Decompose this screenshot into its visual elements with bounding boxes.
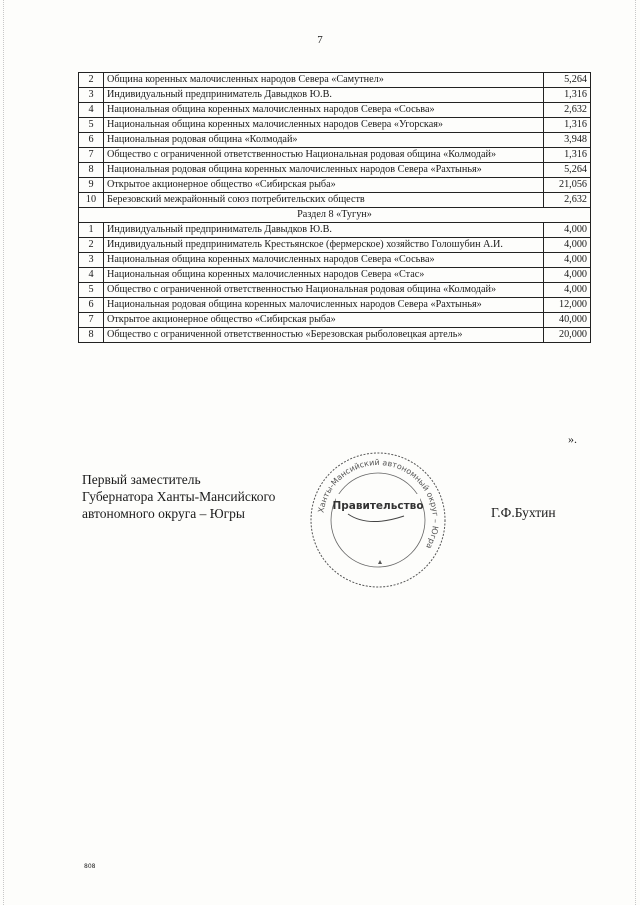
table-row: [79, 283, 591, 298]
row-organization: Общество с ограниченной ответственностью Национальная родовая община «Колмодай»: [104, 148, 544, 163]
section-title: Раздел 8 «Тугун»: [79, 208, 591, 223]
row-organization: Община коренных малочисленных народов Севера «Самутнел»: [104, 73, 544, 88]
row-number: 5: [79, 283, 104, 298]
row-value: 20,000: [544, 328, 591, 343]
row-organization: Национальная родовая община коренных малочисленных народов Севера «Рахтынья»: [104, 298, 544, 313]
row-organization: Открытое акционерное общество «Сибирская рыба»: [104, 178, 544, 193]
table-row: [79, 148, 591, 163]
row-value: 4,000: [544, 268, 591, 283]
row-value: 1,316: [544, 148, 591, 163]
table-row: [79, 223, 591, 238]
row-number: 3: [79, 253, 104, 268]
row-organization: Березовский межрайонный союз потребительских обществ: [104, 193, 544, 208]
table-row: [79, 313, 591, 328]
row-organization: Национальная община коренных малочисленных народов Севера «Сосьва»: [104, 103, 544, 118]
row-value: 2,632: [544, 193, 591, 208]
signatory-title-line: автономного округа – Югры: [82, 506, 245, 521]
allocation-table: [78, 72, 591, 343]
row-number: 8: [79, 163, 104, 178]
row-number: 10: [79, 193, 104, 208]
row-organization: Национальная община коренных малочисленных народов Севера «Сосьва»: [104, 253, 544, 268]
page-number: 7: [317, 34, 323, 46]
table-row: [79, 118, 591, 133]
row-value: 2,632: [544, 103, 591, 118]
row-number: 3: [79, 88, 104, 103]
row-organization: Национальная родовая община коренных малочисленных народов Севера «Рахтынья»: [104, 163, 544, 178]
row-value: 12,000: [544, 298, 591, 313]
row-value: 5,264: [544, 73, 591, 88]
row-organization: Индивидуальный предприниматель Давыдков Ю.В.: [104, 223, 544, 238]
row-organization: Индивидуальный предприниматель Давыдков Ю.В.: [104, 88, 544, 103]
table-row: [79, 253, 591, 268]
scan-edge-right: [635, 0, 636, 905]
section-header-row: [79, 208, 591, 223]
table-row: [79, 268, 591, 283]
row-value: 1,316: [544, 118, 591, 133]
row-value: 3,948: [544, 133, 591, 148]
row-value: 5,264: [544, 163, 591, 178]
government-seal: [308, 450, 448, 590]
seal-star-mark: [378, 560, 382, 564]
row-number: 4: [79, 268, 104, 283]
row-organization: Открытое акционерное общество «Сибирская рыба»: [104, 313, 544, 328]
row-number: 6: [79, 298, 104, 313]
row-number: 2: [79, 73, 104, 88]
signatory-title-line: Первый заместитель: [82, 472, 201, 487]
seal-center-text: Правительство: [332, 500, 424, 512]
signatory-title-line: Губернатора Ханты-Мансийского: [82, 489, 276, 504]
row-organization: Национальная община коренных малочисленных народов Севера «Угорская»: [104, 118, 544, 133]
row-organization: Общество с ограниченной ответственностью «Березовская рыболовецкая артель»: [104, 328, 544, 343]
table-row: [79, 88, 591, 103]
scan-edge-left: [3, 0, 4, 905]
row-number: 9: [79, 178, 104, 193]
table-row: [79, 103, 591, 118]
seal-inner-ring: [331, 473, 425, 567]
seal-ring-text: Ханты-Мансийский автономный округ – Югра: [316, 457, 441, 551]
row-value: 21,056: [544, 178, 591, 193]
table-row: [79, 328, 591, 343]
row-value: 4,000: [544, 223, 591, 238]
row-value: 1,316: [544, 88, 591, 103]
row-value: 40,000: [544, 313, 591, 328]
row-organization: Общество с ограниченной ответственностью Национальная родовая община «Колмодай»: [104, 283, 544, 298]
table-row: [79, 193, 591, 208]
row-number: 7: [79, 313, 104, 328]
table-row: [79, 133, 591, 148]
table-row: [79, 238, 591, 253]
row-number: 4: [79, 103, 104, 118]
row-number: 8: [79, 328, 104, 343]
row-organization: Индивидуальный предприниматель Крестьянское (фермерское) хозяйство Голошубин А.И.: [104, 238, 544, 253]
row-organization: Национальная родовая община «Колмодай»: [104, 133, 544, 148]
table-row: [79, 298, 591, 313]
footer-mark: 808: [84, 863, 96, 870]
closing-quote: ».: [568, 432, 577, 446]
row-value: 4,000: [544, 283, 591, 298]
table-row: [79, 178, 591, 193]
row-number: 5: [79, 118, 104, 133]
allocation-table-body: [79, 73, 591, 343]
row-number: 1: [79, 223, 104, 238]
row-number: 6: [79, 133, 104, 148]
table-row: [79, 163, 591, 178]
table-row: [79, 73, 591, 88]
row-value: 4,000: [544, 238, 591, 253]
signatory-title: [82, 471, 275, 522]
row-number: 7: [79, 148, 104, 163]
signatory-name: Г.Ф.Бухтин: [491, 505, 556, 520]
row-number: 2: [79, 238, 104, 253]
row-value: 4,000: [544, 253, 591, 268]
row-organization: Национальная община коренных малочисленных народов Севера «Стас»: [104, 268, 544, 283]
